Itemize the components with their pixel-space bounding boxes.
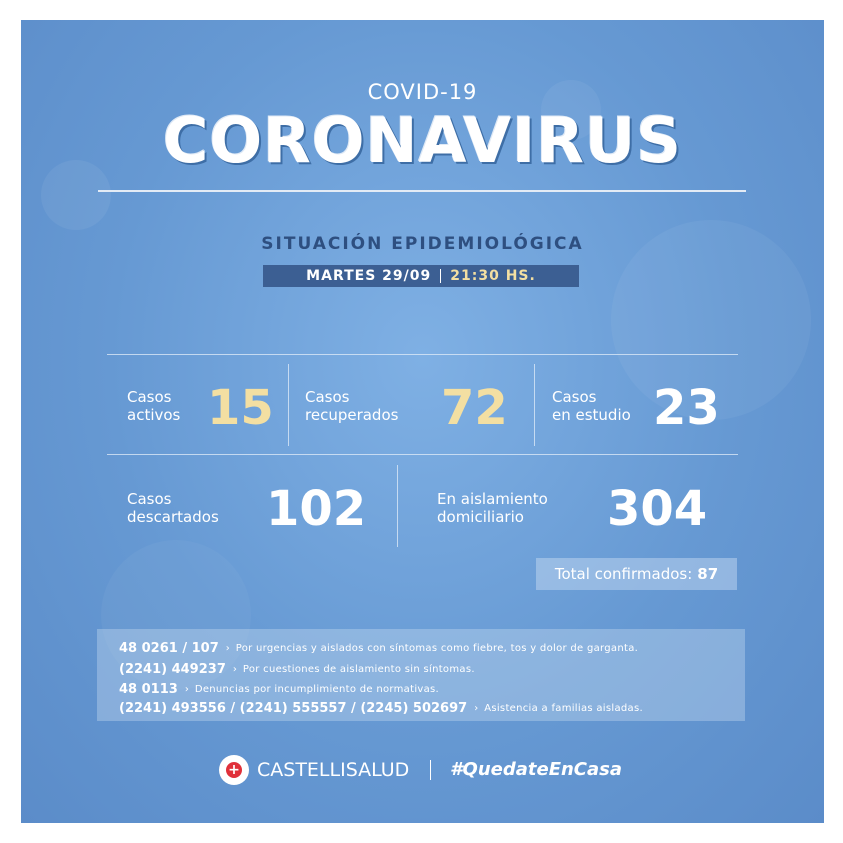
report-date: MARTES 29/09	[306, 268, 432, 284]
contact-row	[119, 698, 643, 718]
total-confirmados-badge	[536, 558, 737, 590]
contact-number: (2241) 493556 / (2241) 555557 / (2245) 502697	[119, 700, 468, 716]
stat-activos-label	[127, 388, 180, 424]
label-line: En aislamiento	[437, 490, 548, 508]
total-value: 87	[697, 565, 719, 583]
date-separator	[440, 269, 441, 283]
contact-number: 48 0113	[119, 681, 178, 697]
total-label: Total confirmados:	[554, 565, 693, 583]
contact-description: Denuncias por incumplimiento de normativas.	[194, 683, 440, 695]
chevron-right-icon: ›	[225, 642, 230, 654]
label-line: Casos	[127, 490, 172, 508]
contact-row	[119, 679, 439, 699]
label-line: domiciliario	[437, 508, 524, 526]
chevron-right-icon: ›	[474, 702, 479, 714]
stats-divider-vertical	[397, 465, 398, 547]
date-bar	[263, 265, 579, 287]
stat-recuperados-value: 72	[441, 380, 508, 436]
chevron-right-icon: ›	[232, 663, 237, 675]
footer	[21, 754, 824, 786]
header-divider	[98, 190, 746, 192]
contact-number: (2241) 449237	[119, 661, 226, 677]
stat-aislamiento-label	[437, 490, 548, 526]
stat-en-estudio-value: 23	[653, 380, 720, 436]
brand-name: CASTELLISALUD	[257, 759, 410, 781]
stat-en-estudio-label	[552, 388, 631, 424]
contacts-panel	[97, 629, 745, 721]
hashtag: #QuedateEnCasa	[450, 759, 623, 780]
chevron-right-icon: ›	[184, 683, 189, 695]
stats-divider-vertical	[288, 364, 289, 446]
stats-divider-middle	[107, 454, 738, 455]
label-line: activos	[127, 406, 181, 424]
stat-aislamiento-value: 304	[607, 481, 708, 537]
label-line: recuperados	[305, 406, 399, 424]
contact-row	[119, 659, 475, 679]
situation-title: SITUACIÓN EPIDEMIOLÓGICA	[261, 234, 584, 254]
stat-activos-value: 15	[207, 380, 274, 436]
label-line: Casos	[127, 388, 172, 406]
medical-cross-icon: +	[226, 762, 242, 778]
castelli-logo-icon	[219, 755, 249, 785]
label-line: descartados	[127, 508, 219, 526]
stat-descartados-value: 102	[266, 481, 367, 537]
contact-description: Por cuestiones de aislamiento sin síntomas.	[242, 663, 475, 675]
contact-description: Por urgencias y aislados con síntomas como fiebre, tos y dolor de garganta.	[235, 642, 639, 654]
contact-description: Asistencia a familias aisladas.	[484, 702, 643, 714]
poster	[21, 20, 824, 823]
label-line: Casos	[305, 388, 350, 406]
stats-divider-vertical	[534, 364, 535, 446]
header-subtitle: COVID-19	[367, 80, 478, 104]
header-title: CORONAVIRUS	[162, 104, 683, 177]
stats-divider-top	[107, 354, 738, 355]
label-line: Casos	[552, 388, 597, 406]
stat-descartados-label	[127, 490, 219, 526]
contact-row	[119, 638, 638, 658]
footer-separator	[430, 760, 431, 780]
contact-number: 48 0261 / 107	[119, 640, 219, 656]
stat-recuperados-label	[305, 388, 398, 424]
label-line: en estudio	[552, 406, 631, 424]
report-time: 21:30 HS.	[450, 268, 536, 284]
